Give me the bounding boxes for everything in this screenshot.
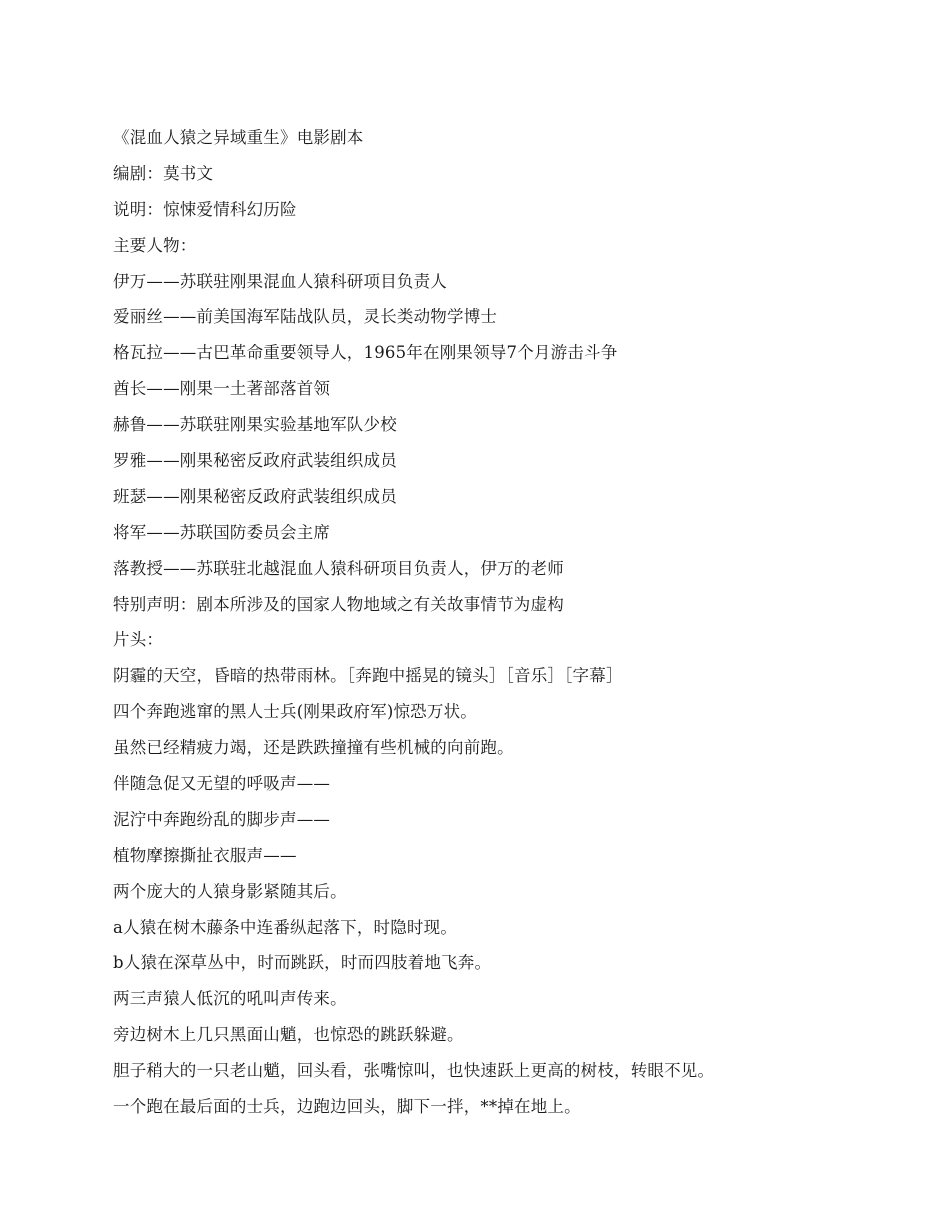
scene-line: 泥泞中奔跑纷乱的脚步声—— [113, 809, 331, 829]
scene-line: 胆子稍大的一只老山魈，回头看，张嘴惊叫，也快速跃上更高的树枝，转眼不见。 [113, 1061, 715, 1081]
scene-line: 两个庞大的人猿身影紧随其后。 [113, 881, 347, 901]
character-chief: 酋长——刚果一土著部落首领 [113, 379, 331, 399]
scene-line: 四个奔跑逃窜的黑人士兵(刚果政府军)惊恐万状。 [113, 702, 477, 722]
script-title: 《混血人猿之异域重生》电影剧本 [113, 128, 364, 147]
character-general: 将军——苏联国防委员会主席 [113, 522, 331, 542]
character-luoya: 罗雅——刚果秘密反政府武装组织成员 [113, 451, 397, 471]
character-guevara: 格瓦拉——古巴革命重要领导人，1965年在刚果领导7个月游击斗争 [113, 343, 618, 363]
scene-line: 植物摩擦撕扯衣服声—— [113, 845, 297, 865]
scene-line: 旁边树木上几只黑面山魈，也惊恐的跳跃躲避。 [113, 1025, 464, 1045]
character-bansel: 班瑟——刚果秘密反政府武装组织成员 [113, 486, 397, 506]
character-professor-luo: 落教授——苏联驻北越混血人猿科研项目负责人，伊万的老师 [113, 558, 564, 578]
scene-line: 伴随急促又无望的呼吸声—— [113, 774, 331, 794]
scene-line: 两三声猿人低沉的吼叫声传来。 [113, 989, 347, 1009]
screenwriter-line: 编剧：莫书文 [113, 163, 214, 183]
opening-heading: 片头： [113, 630, 164, 650]
scene-line: 阴霾的天空，昏暗的热带雨林。［奔跑中摇晃的镜头］［音乐］［字幕］ [113, 666, 623, 686]
script-body [113, 124, 893, 1129]
disclaimer-line: 特别声明：剧本所涉及的国家人物地域之有关故事情节为虚构 [113, 594, 564, 614]
characters-heading: 主要人物： [113, 235, 197, 255]
scene-line: 一个跑在最后面的士兵，边跑边回头，脚下一拌，**掉在地上。 [113, 1097, 581, 1117]
scene-line: a人猿在树木藤条中连番纵起落下，时隐时现。 [113, 917, 458, 937]
scene-line: 虽然已经精疲力竭，还是跌跌撞撞有些机械的向前跑。 [113, 738, 514, 758]
scene-line: b人猿在深草丛中，时而跳跃，时而四肢着地飞奔。 [113, 953, 492, 973]
genre-line: 说明：惊悚爱情科幻历险 [113, 199, 297, 219]
character-alice: 爱丽丝——前美国海军陆战队员，灵长类动物学博士 [113, 307, 498, 327]
character-ivan: 伊万——苏联驻刚果混血人猿科研项目负责人 [113, 271, 447, 291]
character-helu: 赫鲁——苏联驻刚果实验基地军队少校 [113, 415, 397, 435]
